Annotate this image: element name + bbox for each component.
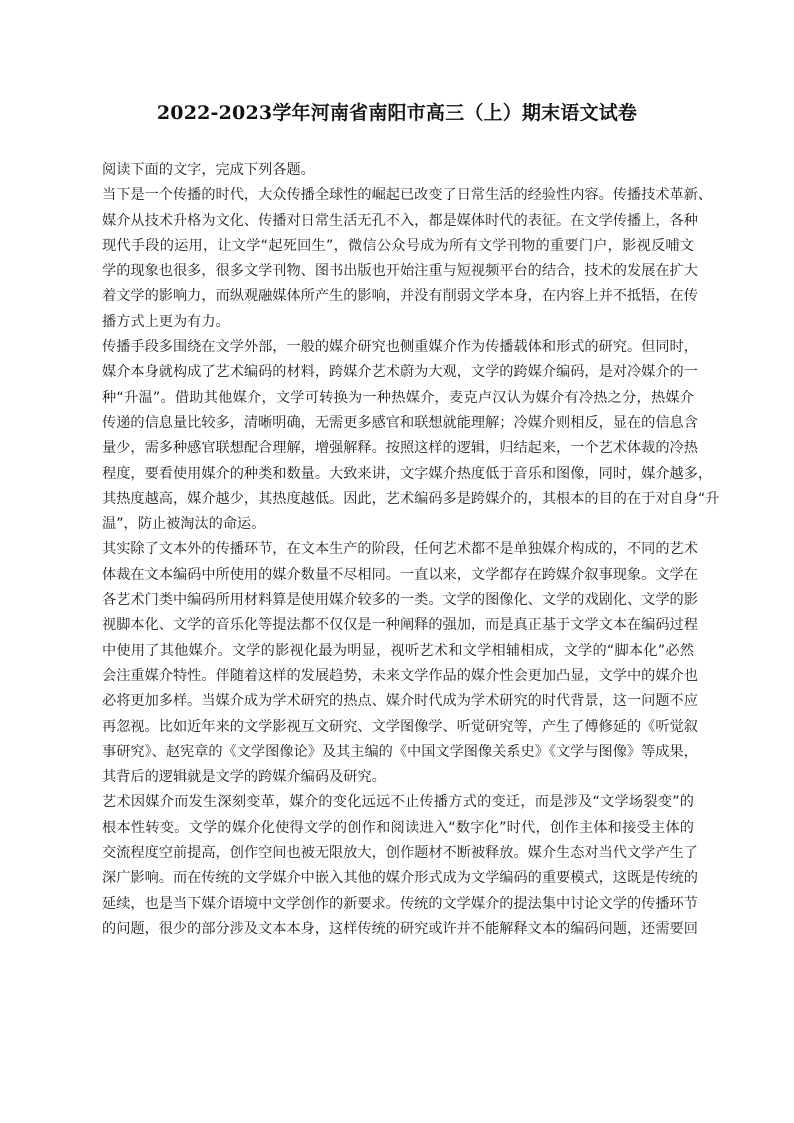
instruction-line: 阅读下面的文字，完成下列各题。 — [102, 162, 315, 178]
paragraph-line: 其热度越高，媒介越少，其热度越低。因此，艺术编码多是跨媒介的，其根本的目的在于对自身“升 — [102, 490, 720, 507]
document-title: 2022-2023学年河南省南阳市高三（上）期末语文试卷 — [156, 102, 638, 124]
article-body — [102, 158, 720, 942]
paragraph-line: 各艺术门类中编码所用材料算是使用媒介较多的一类。文学的图像化、文学的戏剧化、文学的影 — [102, 592, 698, 609]
paragraph-line: 深广影响。而在传统的文学媒介中嵌入其他的媒介形式成为文学编码的重要模式，这既是传统的 — [102, 870, 698, 887]
paragraph-line: 媒介本身就构成了艺术编码的材料，跨媒介艺术蔚为大观，文学的跨媒介编码，是对冷媒介的一 — [102, 364, 698, 381]
paragraph-line: 再忽视。比如近年来的文学影视互文研究、文学图像学、听觉研究等，产生了傅修延的《听觉叙 — [102, 718, 698, 735]
paragraph-line: 根本性转变。文学的媒介化使得文学的创作和阅读进入“数字化”时代，创作主体和接受主体的 — [102, 819, 694, 836]
paragraph-line: 会注重媒介特性。伴随着这样的发展趋势，未来文学作品的媒介性会更加凸显，文学中的媒介也 — [102, 667, 698, 684]
paragraph-line: 种“升温”。借助其他媒介，文学可转换为一种热媒介，麦克卢汉认为媒介有冷热之分，热媒介 — [102, 389, 694, 406]
paragraph-line: 其实除了文本外的传播环节，在文本生产的阶段，任何艺术都不是单独媒介构成的，不同的艺术 — [102, 541, 698, 558]
paragraph-line: 传播手段多围绕在文学外部，一般的媒介研究也侧重媒介作为传播载体和形式的研究。但同时， — [102, 339, 698, 356]
paragraph — [102, 790, 698, 942]
paragraph-line: 程度，要看使用媒介的种类和数量。大致来讲，文字媒介热度低于音乐和图像，同时，媒介越多， — [102, 465, 713, 482]
paragraph-line: 体裁在文本编码中所使用的媒介数量不尽相同。一直以来，文学都存在跨媒介叙事现象。文学在 — [102, 566, 698, 583]
paragraph — [102, 183, 713, 335]
paragraph-line: 传递的信息量比较多，清晰明确，无需更多感官和联想就能理解；冷媒介则相反，显在的信息含 — [102, 414, 698, 431]
paragraph-line: 媒介从技术升格为文化、传播对日常生活无孔不入，都是媒体时代的表征。在文学传播上，各种 — [102, 212, 698, 229]
paragraph-line: 温”，防止被淘汰的命运。 — [102, 516, 266, 533]
paragraph-line: 中使用了其他媒介。文学的影视化最为明显，视听艺术和文学相辅相成，文学的“脚本化”必然 — [102, 642, 694, 659]
paragraph-line: 交流程度空前提高，创作空间也被无限放大，创作题材不断被释放。媒介生态对当代文学产生了 — [102, 845, 698, 862]
paragraph-line: 学的现象也很多，很多文学刊物、图书出版也开始注重与短视频平台的结合，技术的发展在扩大 — [102, 263, 698, 280]
paragraph-line: 着文学的影响力，而纵观融媒体所产生的影响，并没有削弱文学本身，在内容上并不抵牾，在传 — [102, 288, 698, 305]
paragraph — [102, 335, 720, 537]
paragraph-line: 视脚本化、文学的音乐化等提法都不仅仅是一种阐释的强加，而是真正基于文学文本在编码过程 — [102, 617, 698, 634]
paragraph-line: 量少，需多种感官联想配合理解，增强解释。按照这样的逻辑，归结起来，一个艺术体裁的冷热 — [102, 440, 698, 457]
paragraph-line: 延续，也是当下媒介语境中文学创作的新要求。传统的文学媒介的提法集中讨论文学的传播环节 — [102, 895, 698, 912]
paragraph-line: 的问题，很少的部分涉及文本本身，这样传统的研究或许并不能解释文本的编码问题，还需要回 — [102, 920, 698, 937]
paragraph-list — [102, 183, 720, 942]
paragraph-line: 必将更加多样。当媒介成为学术研究的热点、媒介时代成为学术研究的时代背景，这一问题不应 — [102, 693, 698, 710]
paragraph-line: 事研究》、赵宪章的《文学图像论》及其主编的《中国文学图像关系史》《文学与图像》等成果， — [102, 743, 698, 760]
paragraph-line: 艺术因媒介而发生深刻变革，媒介的变化远远不止传播方式的变迁，而是涉及“文学场裂变”的 — [102, 794, 694, 811]
paragraph-line: 播方式上更为有力。 — [102, 313, 230, 330]
paragraph-line: 当下是一个传播的时代，大众传播全球性的崛起已改变了日常生活的经验性内容。传播技术革新、 — [102, 187, 713, 204]
paragraph-line: 其背后的逻辑就是文学的跨媒介编码及研究。 — [102, 769, 386, 786]
paragraph-line: 现代手段的运用，让文学“起死回生”，微信公众号成为所有文学刊物的重要门户，影视反哺文 — [102, 237, 694, 254]
paragraph — [102, 537, 698, 790]
